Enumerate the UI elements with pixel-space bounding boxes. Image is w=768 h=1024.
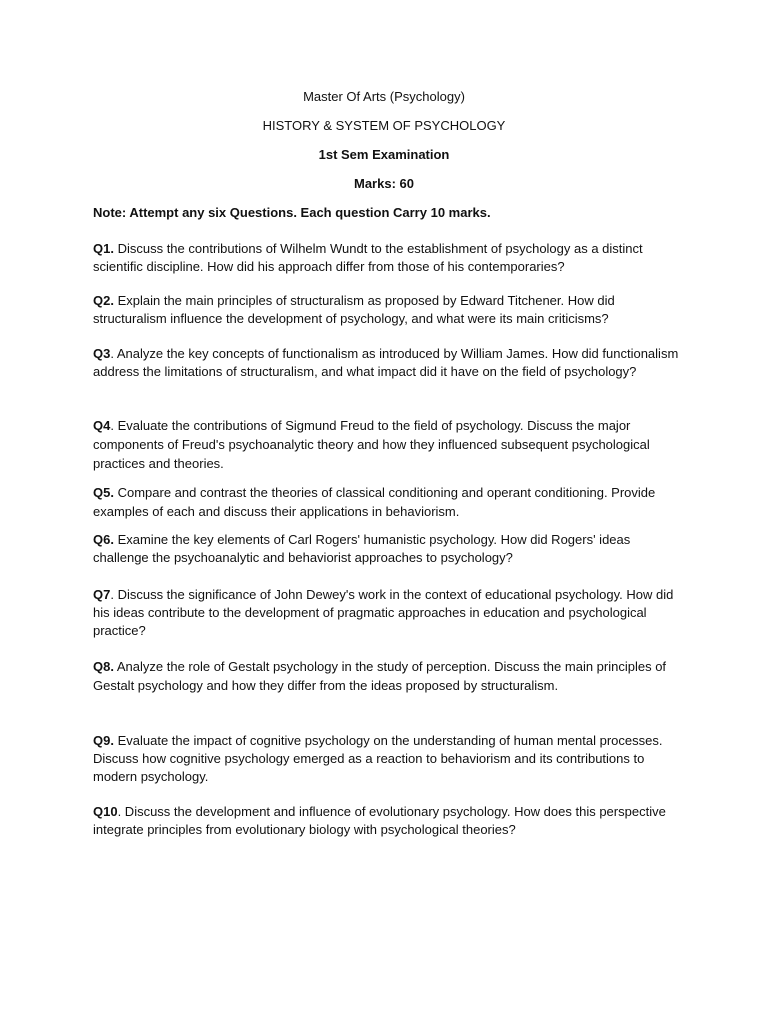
question-text: . Discuss the development and influence of evolutionary psychology. How does this perspective integrate principles from evolutionary biology with psychological theories?: [93, 804, 666, 837]
question-10: [93, 803, 683, 839]
exam-title: 1st Sem Examination: [318, 147, 450, 162]
subject-title: HISTORY & SYSTEM OF PSYCHOLOGY: [262, 118, 506, 133]
question-8: [93, 657, 683, 695]
question-text: Explain the main principles of structuralism as proposed by Edward Titchener. How did structuralism influence the development of psychology, and what were its main criticisms?: [93, 293, 615, 326]
question-text: Examine the key elements of Carl Rogers' humanistic psychology. How did Rogers' ideas challenge the psychoanalytic and behaviorist approaches to psychology?: [93, 532, 631, 565]
question-number: Q5.: [93, 485, 114, 500]
question-number: Q10: [93, 804, 118, 819]
question-text: . Discuss the significance of John Dewey's work in the context of educational psychology. How did his ideas contribute to the development of pragmatic approaches in education and psychological practice?: [93, 587, 674, 638]
question-text: . Evaluate the contributions of Sigmund Freud to the field of psychology. Discuss the major components of Freud's psychoanalytic theory and how they influenced subsequent psychological practices and theories.: [93, 418, 650, 471]
question-number: Q7: [93, 587, 111, 602]
question-4: [93, 416, 683, 473]
question-text: Evaluate the impact of cognitive psychology on the understanding of human mental processes. Discuss how cognitive psychology emerged as a reaction to behaviorism and its contributions to modern psychology.: [93, 733, 663, 784]
question-9: [93, 732, 683, 786]
question-number: Q1.: [93, 241, 114, 256]
instructions-note: Note: Attempt any six Questions. Each question Carry 10 marks.: [93, 205, 491, 220]
question-1: [93, 240, 683, 276]
question-text: Analyze the role of Gestalt psychology in the study of perception. Discuss the main principles of Gestalt psychology and how they differ from the ideas proposed by structuralism.: [93, 659, 667, 693]
question-text: . Analyze the key concepts of functionalism as introduced by William James. How did functionalism address the limitations of structuralism, and what impact did it have on the field of psychology?: [93, 346, 679, 379]
marks-label: Marks: 60: [354, 176, 414, 191]
question-text: Compare and contrast the theories of classical conditioning and operant conditioning. Provide examples of each and discuss their applications in behaviorism.: [93, 485, 656, 519]
question-3: [93, 345, 683, 381]
question-number: Q4: [93, 418, 111, 433]
program-title: Master Of Arts (Psychology): [303, 89, 465, 104]
question-number: Q9.: [93, 733, 114, 748]
question-2: [93, 292, 683, 328]
question-6: [93, 531, 683, 567]
question-text: Discuss the contributions of Wilhelm Wundt to the establishment of psychology as a distinct scientific discipline. How did his approach differ from those of his contemporaries?: [93, 241, 643, 274]
question-5: [93, 483, 683, 521]
question-7: [93, 586, 683, 640]
question-number: Q6.: [93, 532, 114, 547]
question-number: Q2.: [93, 293, 114, 308]
question-number: Q8.: [93, 659, 114, 674]
question-number: Q3: [93, 346, 111, 361]
